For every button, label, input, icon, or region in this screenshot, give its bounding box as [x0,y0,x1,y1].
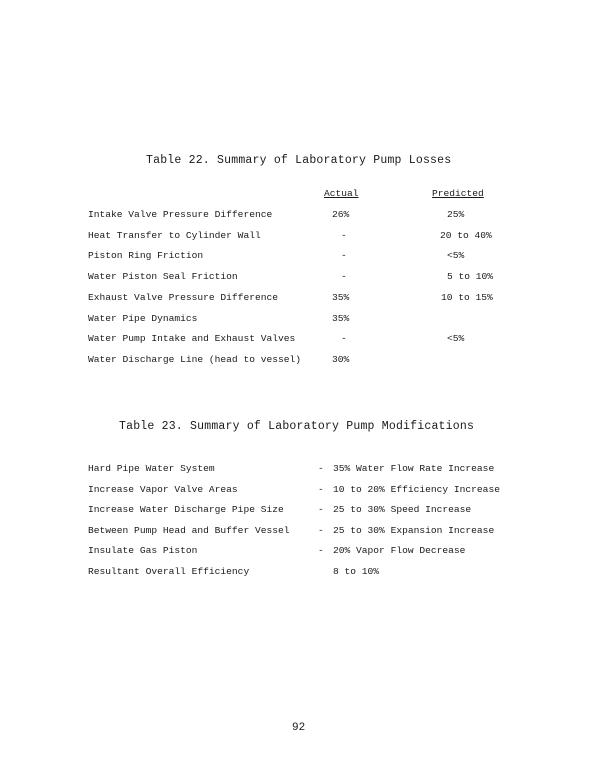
table22-row-actual: - [341,230,347,241]
page-number: 92 [292,722,306,734]
table23-row-result: 35% Water Flow Rate Increase [333,463,495,474]
table23-row-label: Between Pump Head and Buffer Vessel [88,525,290,536]
table23-row-result: 25 to 30% Speed Increase [333,504,472,515]
table22-row-predicted: <5% [447,250,465,261]
table23-row-label: Increase Vapor Valve Areas [88,484,238,495]
table23-row-result: 20% Vapor Flow Decrease [333,545,466,556]
table23-row-dash: - [318,484,324,495]
table23-row-label: Resultant Overall Efficiency [88,566,250,577]
table23-row-label: Hard Pipe Water System [88,463,215,474]
table23-row-result: 10 to 20% Efficiency Increase [333,484,500,495]
table23-row-result: 25 to 30% Expansion Increase [333,525,495,536]
table22-col-predicted: Predicted [432,188,484,199]
table23-row-result: 8 to 10% [333,566,380,577]
table23-row-label: Increase Water Discharge Pipe Size [88,504,284,515]
table22-row-actual: 35% [332,292,350,303]
table22-row-actual: 26% [332,209,350,220]
table23-row-dash: - [318,504,324,515]
table22-row-predicted: 10 to 15% [441,292,493,303]
table22-row-predicted: 25% [447,209,465,220]
table22-row-predicted: <5% [447,333,465,344]
table23-row-dash: - [318,545,324,556]
table22-row-predicted: 5 to 10% [447,271,494,282]
table22-row-actual: 30% [332,354,350,365]
table22-col-actual: Actual [324,188,359,199]
table23-row-label: Insulate Gas Piston [88,545,198,556]
table22-row-actual: - [341,271,347,282]
table22-row-actual: 35% [332,313,350,324]
table23-row-dash: - [318,525,324,536]
table22-row-label: Exhaust Valve Pressure Difference [88,292,278,303]
table22-row-label: Heat Transfer to Cylinder Wall [88,230,261,241]
table22-row-actual: - [341,333,347,344]
table22-row-label: Intake Valve Pressure Difference [88,209,273,220]
table22-row-label: Water Pipe Dynamics [88,313,198,324]
table23-title: Table 23. Summary of Laboratory Pump Modifications [119,420,475,433]
table22-row-predicted: 20 to 40% [440,230,492,241]
table22-row-label: Water Pump Intake and Exhaust Valves [88,333,296,344]
table23-row-dash: - [318,463,324,474]
table22-title: Table 22. Summary of Laboratory Pump Losses [146,154,452,167]
table22-row-label: Water Discharge Line (head to vessel) [88,354,302,365]
table22-row-label: Water Piston Seal Friction [88,271,238,282]
table22-row-actual: - [341,250,347,261]
table22-row-label: Piston Ring Friction [88,250,204,261]
